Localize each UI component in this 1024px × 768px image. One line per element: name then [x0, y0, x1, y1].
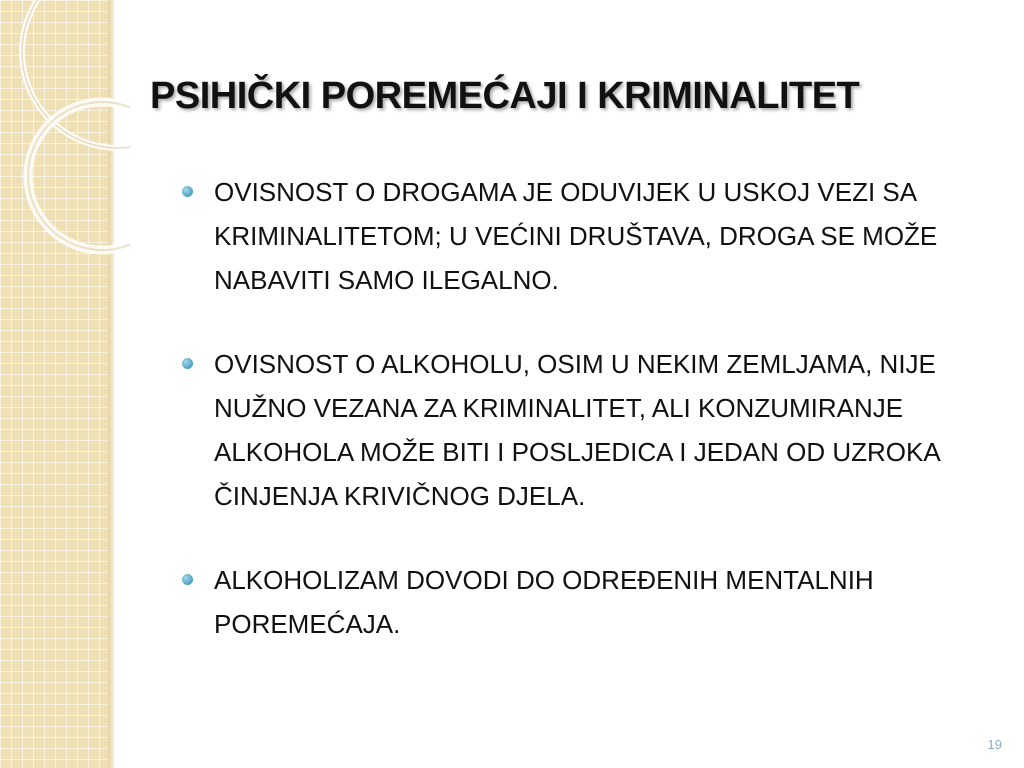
- bullet-list: [182, 170, 1002, 686]
- page-number: 19: [987, 737, 1002, 752]
- bullet-text: OVISNOST O ALKOHOLU, OSIM U NEKIM ZEMLJAMA, NIJE NUŽNO VEZANA ZA KRIMINALITET, ALI KONZUMIRANJE ALKOHOLA MOŽE BITI I POSLJEDICA I JEDAN OD UZROKA ČINJENJA KRIVIČNOG DJELA.: [214, 349, 940, 511]
- circle-bullet-icon: [182, 358, 193, 369]
- bullet-item: [182, 342, 1002, 518]
- bullet-item: [182, 170, 1002, 302]
- slide-title: PSIHIČKI POREMEĆAJI I KRIMINALITET: [150, 75, 860, 117]
- decorative-rings-icon: [0, 0, 130, 260]
- bullet-text: OVISNOST O DROGAMA JE ODUVIJEK U USKOJ VEZI SA KRIMINALITETOM; U VEĆINI DRUŠTAVA, DROGA SE MOŽE NABAVITI SAMO ILEGALNO.: [214, 177, 938, 295]
- bullet-text: ALKOHOLIZAM DOVODI DO ODREĐENIH MENTALNIH POREMEĆAJA.: [214, 565, 874, 639]
- circle-bullet-icon: [182, 186, 193, 197]
- bullet-item: [182, 558, 1002, 646]
- circle-bullet-icon: [182, 574, 193, 585]
